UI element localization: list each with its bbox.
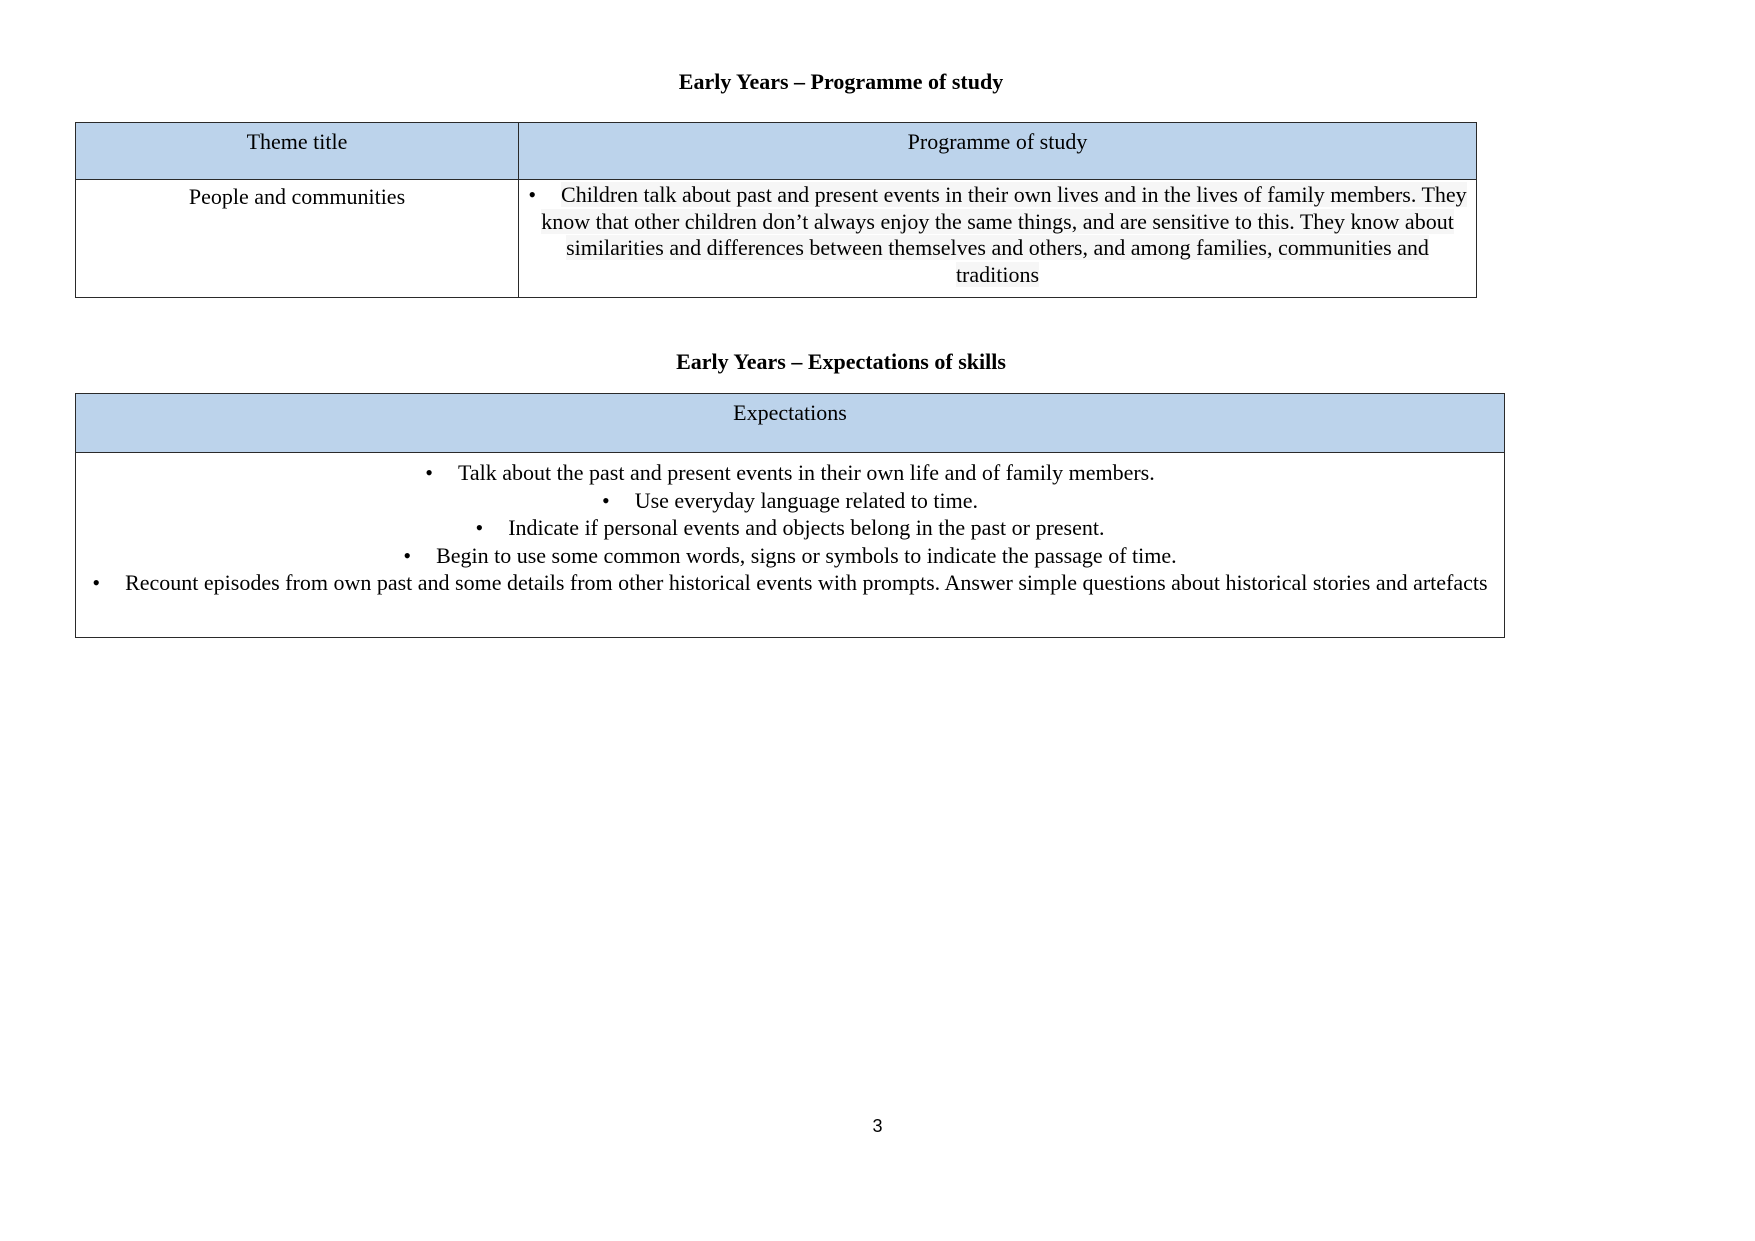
expectations-cell [76,453,1505,638]
list-item [88,542,1492,570]
bullet-icon: • [475,515,484,540]
section1-title: Early Years – Programme of study [678,69,1004,94]
expectations-header: Expectations [76,394,1505,453]
programme-of-study-table [75,122,1477,298]
expectations-table [75,393,1505,638]
bullet-icon: • [92,570,101,595]
list-item [88,459,1492,487]
bullet-icon: • [425,460,433,485]
programme-cell [519,180,1477,298]
bullet-icon: • [601,487,610,513]
theme-title-header: Theme title [76,123,519,180]
programme-of-study-header: Programme of study [519,123,1477,180]
section2-title: Early Years – Expectations of skills [676,349,1006,374]
theme-title-cell: People and communities [76,180,519,298]
expectations-table-header-row [76,394,1505,453]
page-number: 3 [872,1116,883,1136]
expectation-text: Talk about the past and present events in their own life and of family members. [457,460,1155,485]
expectation-text: Use everyday language related to time. [634,487,978,513]
list-item [88,487,1492,515]
expectation-text: Begin to use some common words, signs or symbols to indicate the passage of time. [436,542,1177,568]
table-row [76,453,1505,638]
expectation-text: Recount episodes from own past and some details from other historical events with prompts. Answer simple questions about historical stories and artefacts [125,570,1488,595]
expectation-text: Indicate if personal events and objects belong in the past or present. [508,515,1105,540]
list-item [88,569,1492,597]
programme-table-header-row [76,123,1477,180]
bullet-icon: • [528,182,537,207]
bullet-icon: • [403,542,412,568]
programme-text: Children talk about past and present events in their own lives and in the lives of family members. They know that other children don’t always enjoy the same things, and are sensitive to this. They know about similarities and differences between themselves and others, and among families, communities and traditions [541,182,1467,287]
list-item [88,514,1492,542]
table-row [76,180,1477,298]
list-item [528,182,1467,288]
